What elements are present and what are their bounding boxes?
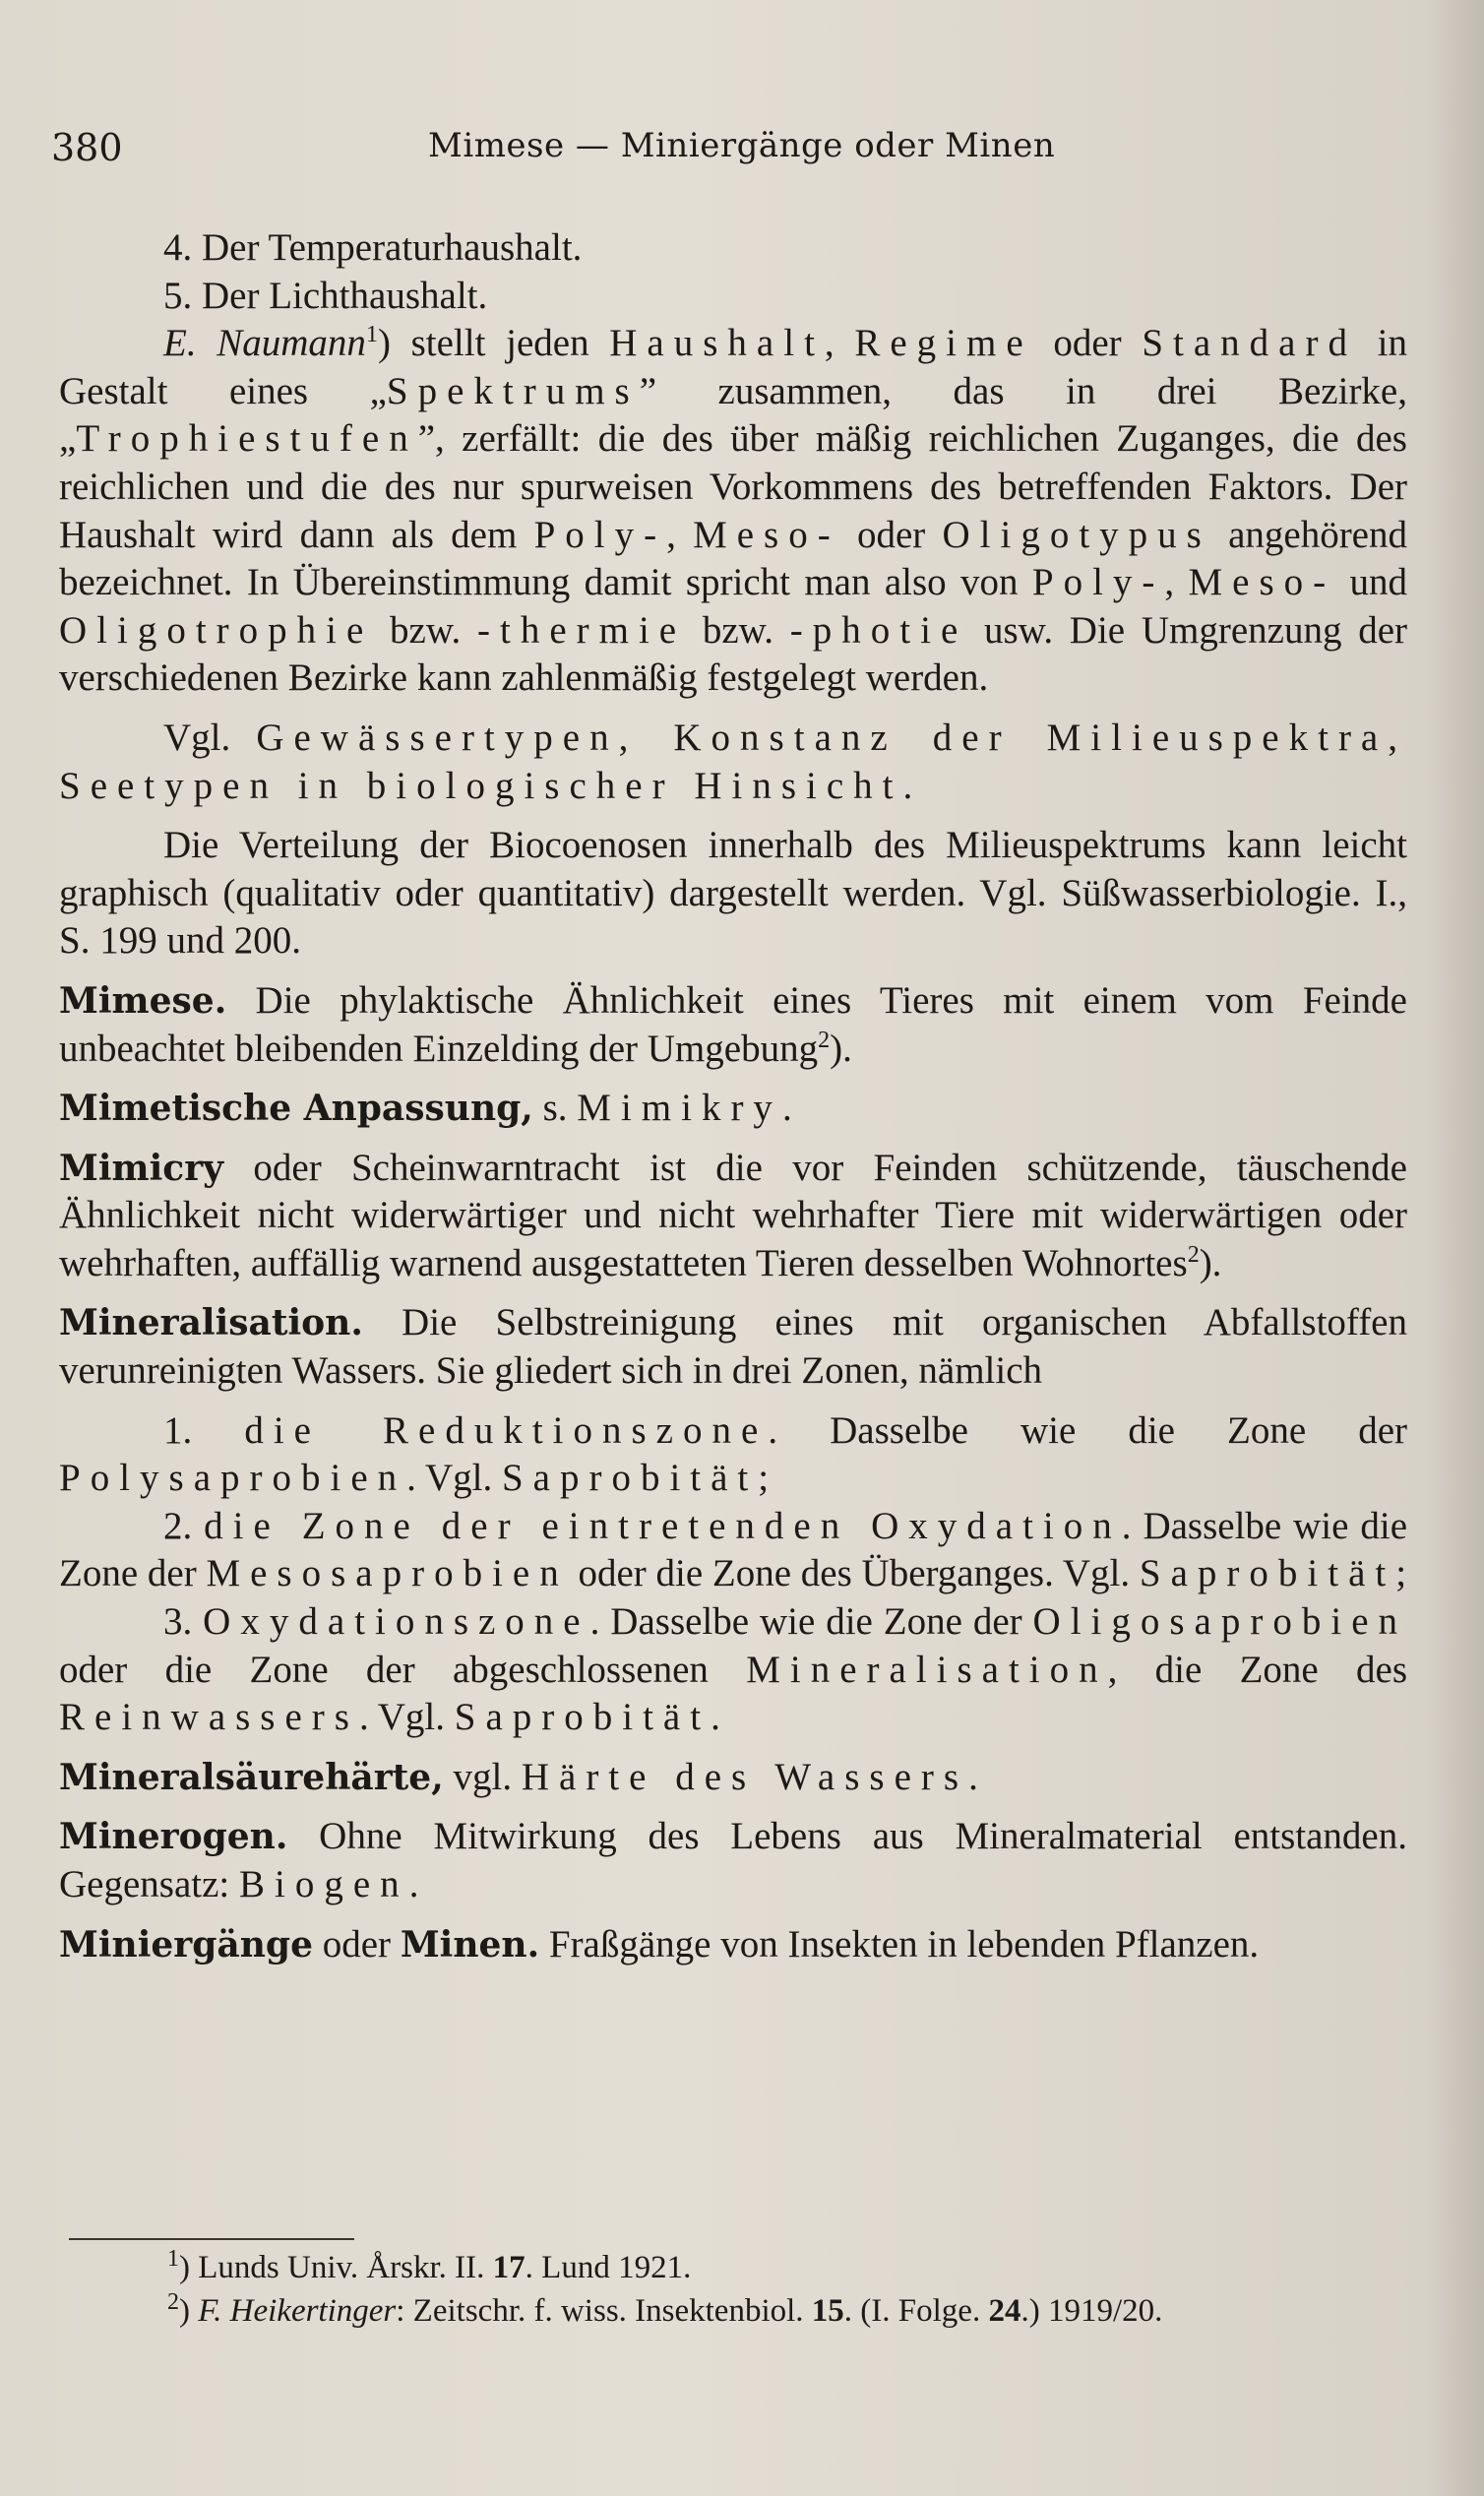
- text-run: und: [1335, 561, 1408, 604]
- footnote-ref-2: 2: [1187, 1241, 1200, 1268]
- entry-headword: Minen.: [400, 1923, 540, 1966]
- text-run: ): [179, 2293, 199, 2329]
- text-run: Die Selbstreinigung eines mit organischen Abfallstoffen verunreinigten Wassers. Sie gliedert sich in drei Zonen, nämlich: [59, 1301, 1407, 1393]
- text-run: ).: [830, 1027, 852, 1070]
- text-run: oder: [313, 1922, 401, 1966]
- volume-number: 15: [811, 2293, 844, 2329]
- entry-headword: Minerogen.: [59, 1816, 288, 1858]
- text-run: : Zeitschr. f. wiss. Insektenbiol.: [396, 2293, 812, 2329]
- entry-headword: Mineralsäurehärte,: [59, 1756, 444, 1798]
- text-run: ” zusammen, das in drei Bezirke, „: [59, 369, 1407, 461]
- text-run: s.: [532, 1087, 578, 1130]
- text-run: oder die Zone des Überganges. Vgl.: [568, 1552, 1140, 1595]
- spaced-term: -thermie: [477, 608, 687, 652]
- text-run: bzw.: [373, 608, 477, 652]
- entry-miniergaenge: [59, 1921, 1407, 1969]
- text-run: ,: [1164, 561, 1189, 604]
- text-run: bzw.: [686, 608, 790, 652]
- page-body: [59, 224, 1407, 1968]
- entry-headword: Miniergänge: [59, 1923, 313, 1966]
- text-run: .: [408, 1863, 419, 1905]
- entry-mimicry: [59, 1145, 1407, 1288]
- text-run: . (I. Folge.: [843, 2293, 989, 2329]
- text-run: Die phylaktische Ähnlichkeit eines Tieres mit einem vom Feinde unbeachtet bleibenden Einzelding der Umgebung: [59, 978, 1407, 1070]
- spaced-term: -photie: [789, 608, 968, 652]
- spaced-term: Haushalt: [609, 322, 825, 365]
- cross-reference: Biogen: [239, 1863, 409, 1905]
- author-heikertinger: F. Heikertinger: [198, 2293, 397, 2329]
- paragraph-vgl-gewaessertypen: [59, 715, 1407, 810]
- text-run: ).: [1199, 1241, 1222, 1284]
- page-header: [51, 126, 1409, 173]
- entry-mimese: [59, 977, 1407, 1073]
- spaced-term: Poly-: [1031, 561, 1165, 604]
- cross-reference: Härte des Wassers: [521, 1755, 969, 1798]
- paragraph-biocoenosen: Die Verteilung der Biocoenosen innerhalb des Milieuspektrums kann leicht graphisch (qualitativ oder quantitativ) dargestellt werden. Vgl. Süßwasserbiologie. I., S. 199 und 200.: [59, 824, 1407, 963]
- text-run: ”, zerfällt: die des über mäßig reichlichen Zuganges, die des reichlichen und die des nur spurweisen Vorkommens des betreffenden Faktors. Der Haushalt wird dann als dem: [59, 417, 1407, 556]
- text-run: .: [781, 1087, 792, 1130]
- spaced-term: Oligosaprobien: [1032, 1600, 1408, 1644]
- text-run: Ohne Mitwirkung des Lebens aus Mineralmaterial entstanden. Gegensatz:: [59, 1815, 1407, 1905]
- entry-headword: Mineralisation.: [59, 1302, 363, 1344]
- spaced-term: Regime: [854, 322, 1033, 365]
- cross-reference: Saprobität: [1139, 1552, 1396, 1595]
- text-run: Fraßgänge von Insekten in lebenden Pflanzen.: [539, 1922, 1260, 1966]
- footnote-2: [59, 2289, 1407, 2333]
- text-run: ;: [1395, 1552, 1407, 1595]
- text-run: oder Scheinwarntracht ist die vor Feinden schützende, täuschende Ähnlichkeit nicht widerwärtiger und nicht wehrhafter Tiere mit widerwärtigen oder wehrhaften, auffällig warnend ausgestatteten Tieren desselben Wohnortes: [59, 1146, 1407, 1284]
- entry-headword: Mimetische Anpassung,: [59, 1088, 533, 1130]
- entry-mineralisation: [59, 1299, 1407, 1395]
- spaced-term: Meso-: [1188, 561, 1336, 604]
- entry-headword: Mimese.: [59, 979, 227, 1022]
- text-run: .: [902, 764, 913, 807]
- spaced-term: Oxydationszone: [203, 1600, 590, 1644]
- list-line-4: 4. Der Temperaturhaushalt.: [163, 226, 583, 269]
- text-run: . Dasselbe wie die Zone der: [589, 1600, 1033, 1644]
- entry-headword: Mimicry: [59, 1147, 224, 1189]
- spaced-term: Mineralisation: [746, 1648, 1108, 1691]
- footnote-mark: 1: [167, 2246, 179, 2272]
- list-number: 3.: [163, 1600, 204, 1644]
- cross-reference: Saprobität: [501, 1457, 759, 1500]
- spaced-term: Reinwassers: [59, 1696, 359, 1739]
- text-run: Vgl.: [163, 716, 257, 759]
- spaced-term: Oligotypus: [942, 513, 1211, 556]
- zone-item-1: [59, 1407, 1407, 1503]
- paragraph-naumann: [59, 320, 1407, 703]
- list-number: 2.: [163, 1504, 205, 1547]
- spaced-term: Polysaprobien: [59, 1457, 407, 1500]
- text-run: vgl.: [443, 1755, 522, 1798]
- running-title: Mimese — Miniergänge oder Minen: [428, 126, 1056, 165]
- footnotes: [59, 2246, 1407, 2333]
- footnote-divider: [69, 2238, 354, 2240]
- volume-number: 17: [492, 2250, 526, 2285]
- text-run: .: [968, 1755, 978, 1798]
- list-number: 1.: [163, 1408, 245, 1452]
- spaced-term: Oligotrophie: [59, 608, 374, 652]
- footnote-1: [59, 2246, 1407, 2289]
- text-run: angehörend bezeichnet. In Übereinstimmung damit spricht man also von: [59, 513, 1407, 604]
- text-run: in Gestalt eines „: [59, 322, 1407, 412]
- spaced-term: die Reduktionszone: [244, 1408, 769, 1452]
- cross-reference: Gewässertypen, Konstanz der Milieuspektra, Seetypen in biologischer Hinsicht: [59, 716, 1407, 807]
- text-run: .: [711, 1696, 720, 1739]
- cross-reference: Saprobität: [454, 1696, 711, 1739]
- author-naumann: E. Naumann: [163, 322, 366, 365]
- text-run: usw. Die Umgrenzung der verschiedenen Bezirke kann zahlenmäßig festgelegt werden.: [59, 608, 1408, 700]
- text-run: oder: [839, 513, 943, 556]
- text-run: ,: [666, 513, 694, 556]
- text-run: . Lund 1921.: [525, 2250, 692, 2285]
- text-run: oder die Zone der abgeschlossenen: [59, 1648, 747, 1691]
- cross-reference: Mimikry: [577, 1087, 782, 1130]
- text-run: , die Zone des: [1107, 1648, 1407, 1691]
- text-run: oder: [1032, 322, 1143, 365]
- list-line-5: 5. Der Lichthaushalt.: [163, 274, 488, 317]
- zone-item-2: [59, 1503, 1407, 1598]
- entry-mineralsaeurehaerte: [59, 1754, 1407, 1802]
- spaced-term: Trophiestufen: [76, 417, 418, 461]
- spaced-term: die Zone der eintretenden Oxydation: [204, 1504, 1122, 1547]
- text-run: . Dasselbe wie die Zone der: [768, 1408, 1408, 1452]
- footnote-mark: 2: [167, 2289, 179, 2315]
- entry-mimetische-anpassung: [59, 1085, 1407, 1133]
- entry-minerogen: [59, 1813, 1407, 1908]
- text-run: ,: [824, 322, 855, 365]
- text-run: ) stellt jeden: [377, 322, 610, 365]
- page-number: 380: [51, 126, 123, 169]
- text-run: ;: [758, 1457, 770, 1500]
- text-run: . Dasselbe wie die Zone der: [59, 1504, 1408, 1595]
- spaced-term: Standard: [1142, 322, 1357, 365]
- text-run: .) 1919/20.: [1020, 2293, 1163, 2329]
- text-run: ) Lunds Univ. Årskr. II.: [179, 2250, 493, 2285]
- spaced-term: Poly-: [533, 513, 667, 556]
- spaced-term: Spektrums: [386, 369, 640, 412]
- volume-number: 24: [988, 2293, 1021, 2329]
- zone-item-3: [59, 1598, 1407, 1742]
- footnote-ref-1: 1: [365, 322, 378, 348]
- spaced-term: Meso-: [693, 513, 840, 556]
- footnote-ref-2: 2: [818, 1027, 831, 1053]
- text-run: . Vgl.: [406, 1457, 502, 1500]
- spaced-term: Mesosaprobien: [206, 1552, 569, 1595]
- text-run: . Vgl.: [358, 1696, 455, 1739]
